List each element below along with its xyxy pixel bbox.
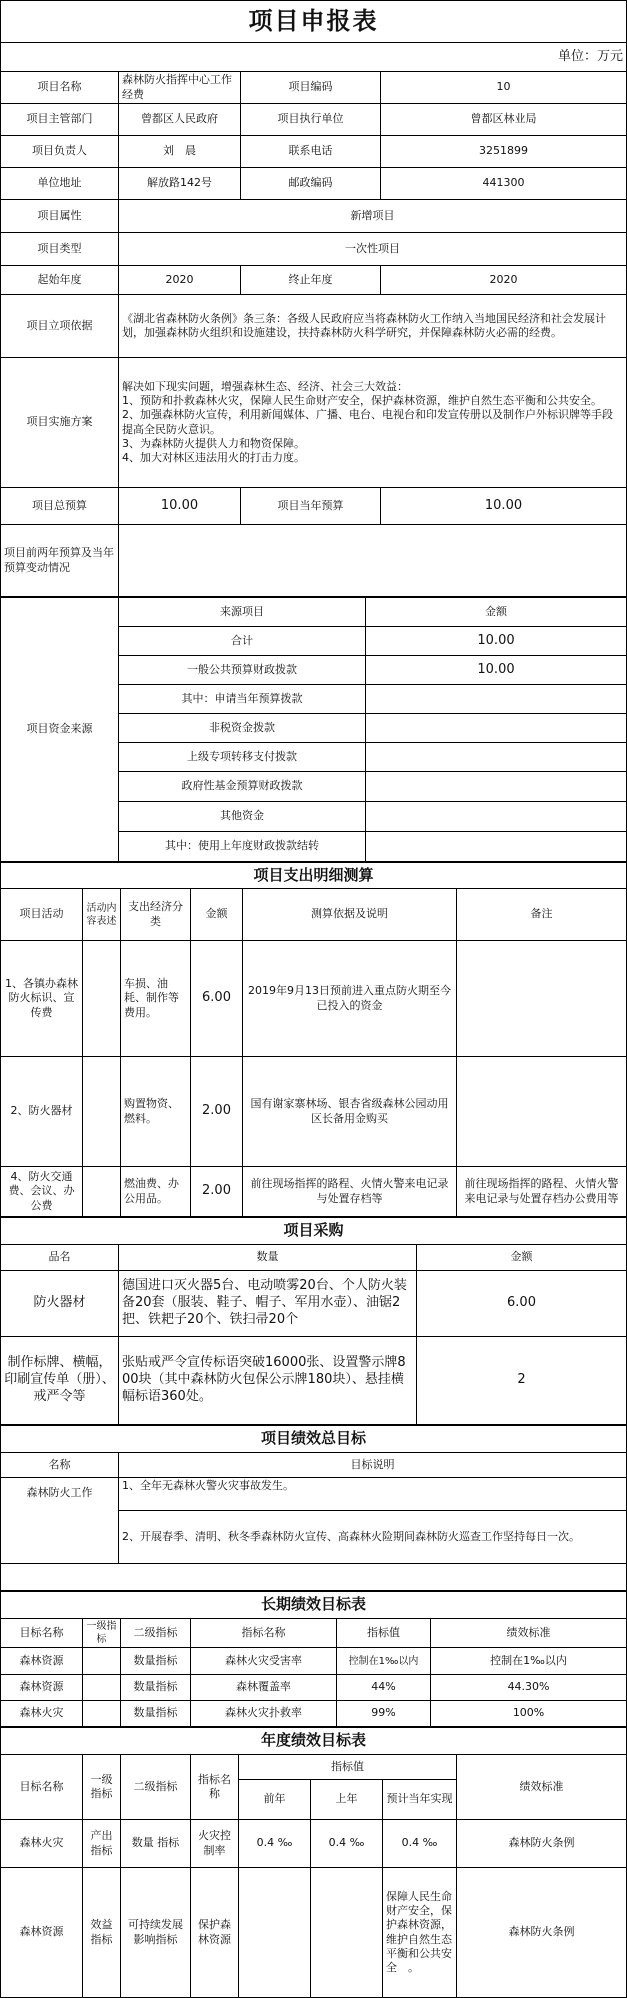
longterm-header: 指标值 (337, 1619, 431, 1648)
longterm-std: 44.30% (431, 1675, 627, 1701)
funding-row-name: 非税资金拨款 (119, 714, 366, 743)
purchase-table (0, 1217, 627, 1425)
funding-row-name: 合计 (119, 627, 366, 656)
annual-header: 绩效标准 (457, 1755, 627, 1820)
zip-value: 441300 (381, 168, 627, 200)
expense-basis: 国有谢家寨林场、银杏省级森林公园动用区长备用金购买 (243, 1057, 457, 1167)
project-name-label: 项目名称 (1, 72, 119, 104)
expense-header: 金额 (191, 889, 243, 941)
expense-note (457, 941, 627, 1057)
goal-item: 2、开展春季、清明、秋冬季森林防火宣传、高森林火险期间森林防火巡查工作坚持每日一次。 (119, 1511, 627, 1564)
annual-cur: 保障人民生命财产安全，保护森林资源，维护自然生态平衡和公共安全 。 (383, 1868, 457, 1998)
funding-row-name: 其他资金 (119, 802, 366, 832)
funding-col-amount: 金额 (366, 598, 627, 627)
annual-goal: 森林火灾 (1, 1820, 83, 1868)
plan-line: 3、为森林防火提供人力和物资保障。 (122, 436, 305, 450)
total-budget-label: 项目总预算 (1, 488, 119, 525)
goal-col-name: 名称 (1, 1453, 119, 1478)
purchase-header: 数量 (119, 1245, 417, 1271)
plan-line: 4、加大对林区违法用火的打击力度。 (122, 451, 305, 465)
goal-blank-row (1, 1564, 627, 1591)
longterm-name: 森林火灾扑救率 (191, 1701, 337, 1727)
annual-prev2 (239, 1868, 311, 1998)
funding-row-amount: 10.00 (366, 656, 627, 685)
project-name-value: 森林防火指挥中心工作经费 (119, 72, 241, 104)
annual-subheader: 预计当年实现 (383, 1780, 457, 1820)
longterm-name: 森林火灾受害率 (191, 1648, 337, 1675)
funding-row-amount (366, 832, 627, 862)
annual-l1: 效益指标 (83, 1868, 121, 1998)
annual-l2: 数量 指标 (121, 1820, 191, 1868)
expense-category: 燃油费、办公用品。 (121, 1167, 191, 1217)
annual-std: 森林防火条例 (457, 1820, 627, 1868)
annual-prev1 (311, 1868, 383, 1998)
funding-row-amount (366, 772, 627, 802)
longterm-l1 (83, 1675, 121, 1701)
annual-header: 二级指标 (121, 1755, 191, 1820)
goal-section-title: 项目绩效总目标 (1, 1426, 627, 1453)
expense-note (457, 1057, 627, 1167)
phone-value: 3251899 (381, 136, 627, 168)
goal-item: 1、全年无森林火警火灾事故发生。 (119, 1478, 627, 1511)
funding-row-name: 其中：申请当年预算拨款 (119, 685, 366, 714)
expense-basis: 2019年9月13日预前进入重点防火期至今已投入的资金 (243, 941, 457, 1057)
longterm-table (0, 1591, 627, 1727)
start-year-label: 起始年度 (1, 266, 119, 295)
goal-name: 森林防火工作 (1, 1478, 119, 1564)
attr-label: 项目属性 (1, 200, 119, 233)
dept-label: 项目主管部门 (1, 104, 119, 136)
annual-subheader: 上年 (311, 1780, 383, 1820)
purchase-header: 品名 (1, 1245, 119, 1271)
annual-name: 火灾控制率 (191, 1820, 239, 1868)
basis-value: 《湖北省森林防火条例》条三条：各级人民政府应当将森林防火工作纳入当地国民经济和社会发展计划，加强森林防火组织和设施建设，扶持森林防火科学研究，并保障森林防火必需的经费。 (119, 295, 627, 358)
plan-line: 解决如下现实问题，增强森林生态、经济、社会三大效益： (122, 379, 408, 393)
expense-header: 支出经济分类 (121, 889, 191, 941)
address-label: 单位地址 (1, 168, 119, 200)
phone-label: 联系电话 (241, 136, 381, 168)
longterm-header: 指标名称 (191, 1619, 337, 1648)
owner-label: 项目负责人 (1, 136, 119, 168)
expense-content (83, 1057, 121, 1167)
purchase-item-qty: 张贴戒严令宣传标语突破16000张、设置警示牌800块（其中森林防火包保公示牌180块）、悬挂横幅标语360处。 (119, 1337, 417, 1425)
funding-row-name: 政府性基金预算财政拨款 (119, 772, 366, 802)
end-year-label: 终止年度 (241, 266, 381, 295)
funding-row-amount (366, 802, 627, 832)
funding-row-amount (366, 714, 627, 743)
longterm-goal: 森林资源 (1, 1675, 83, 1701)
type-label: 项目类型 (1, 233, 119, 266)
zip-label: 邮政编码 (241, 168, 381, 200)
annual-prev2: 0.4 ‰ (239, 1820, 311, 1868)
year-budget-label: 项目当年预算 (241, 488, 381, 525)
longterm-value: 99% (337, 1701, 431, 1727)
purchase-item-qty: 德国进口灭火器5台、电动喷雾20台、个人防火装备20套（服装、鞋子、帽子、军用水壶）、油锯2把、铁耙子20个、铁扫帚20个 (119, 1271, 417, 1337)
expense-amount: 2.00 (191, 1057, 243, 1167)
total-budget-value: 10.00 (119, 488, 241, 525)
expense-header: 测算依据及说明 (243, 889, 457, 941)
project-code-label: 项目编码 (241, 72, 381, 104)
funding-row-name: 其中：使用上年度财政拨款结转 (119, 832, 366, 862)
longterm-std: 100% (431, 1701, 627, 1727)
purchase-item-amount: 2 (417, 1337, 627, 1425)
longterm-l2: 数量指标 (121, 1701, 191, 1727)
annual-l1: 产出指标 (83, 1820, 121, 1868)
annual-subheader: 前年 (239, 1780, 311, 1820)
expense-header: 备注 (457, 889, 627, 941)
funding-row-name: 上级专项转移支付拨款 (119, 743, 366, 772)
expense-amount: 2.00 (191, 1167, 243, 1217)
expense-table (0, 862, 627, 1217)
expense-section-title: 项目支出明细测算 (1, 863, 627, 889)
funding-label: 项目资金来源 (1, 598, 119, 862)
attr-value: 新增项目 (119, 200, 627, 233)
budget-change-label: 项目前两年预算及当年预算变动情况 (1, 525, 119, 597)
unit-label: 单位：万元 (1, 43, 627, 72)
longterm-value: 44% (337, 1675, 431, 1701)
longterm-goal: 森林火灾 (1, 1701, 83, 1727)
budget-change-value (119, 525, 627, 597)
exec-unit-label: 项目执行单位 (241, 104, 381, 136)
longterm-header: 一级指标 (83, 1619, 121, 1648)
longterm-l1 (83, 1648, 121, 1675)
dept-value: 曾都区人民政府 (119, 104, 241, 136)
goal-col-desc: 目标说明 (119, 1453, 627, 1478)
owner-value: 刘 晨 (119, 136, 241, 168)
annual-goal: 森林资源 (1, 1868, 83, 1998)
annual-l2: 可持续发展影响指标 (121, 1868, 191, 1998)
purchase-item-name: 制作标牌、横幅，印刷宣传单（册）、戒严令等 (1, 1337, 119, 1425)
longterm-section-title: 长期绩效目标表 (1, 1592, 627, 1619)
funding-row-name: 一般公共预算财政拨款 (119, 656, 366, 685)
longterm-goal: 森林资源 (1, 1648, 83, 1675)
year-budget-value: 10.00 (381, 488, 627, 525)
annual-section-title: 年度绩效目标表 (1, 1728, 627, 1755)
funding-row-amount: 10.00 (366, 627, 627, 656)
annual-prev1: 0.4 ‰ (311, 1820, 383, 1868)
annual-header: 目标名称 (1, 1755, 83, 1820)
annual-name: 保护森林资源 (191, 1868, 239, 1998)
expense-activity: 1、各镇办森林防火标识、宣传费 (1, 941, 83, 1057)
plan-line: 2、加强森林防火宣传，利用新闻媒体、广播、电台、电视台和印发宣传册以及制作户外标识牌等手段提高全民防火意识。 (122, 408, 613, 436)
expense-category: 购置物资、燃料。 (121, 1057, 191, 1167)
longterm-header: 绩效标准 (431, 1619, 627, 1648)
longterm-l2: 数量指标 (121, 1648, 191, 1675)
expense-activity: 2、防火器材 (1, 1057, 83, 1167)
basic-info-table (0, 0, 627, 597)
expense-content (83, 1167, 121, 1217)
basis-label: 项目立项依据 (1, 295, 119, 358)
exec-unit-value: 曾都区林业局 (381, 104, 627, 136)
type-value: 一次性项目 (119, 233, 627, 266)
address-value: 解放路142号 (119, 168, 241, 200)
purchase-item-name: 防火器材 (1, 1271, 119, 1337)
expense-activity: 4、防火交通费、会议、办公费 (1, 1167, 83, 1217)
expense-header: 活动内容表述 (83, 889, 121, 941)
purchase-section-title: 项目采购 (1, 1218, 627, 1245)
longterm-header: 目标名称 (1, 1619, 83, 1648)
longterm-l1 (83, 1701, 121, 1727)
project-code-value: 10 (381, 72, 627, 104)
purchase-header: 金额 (417, 1245, 627, 1271)
longterm-header: 二级指标 (121, 1619, 191, 1648)
funding-table (0, 597, 627, 862)
expense-note: 前往现场指挥的路程、火情火警来电记录与处置存档办公费用等 (457, 1167, 627, 1217)
longterm-value: 控制在1‰以内 (337, 1648, 431, 1675)
start-year-value: 2020 (119, 266, 241, 295)
plan-line: 1、预防和扑救森林火灾，保障人民生命财产安全，保护森林资源，维护自然生态平衡和公共安全。 (122, 393, 602, 407)
annual-cur: 0.4 ‰ (383, 1820, 457, 1868)
end-year-value: 2020 (381, 266, 627, 295)
funding-col-source: 来源项目 (119, 598, 366, 627)
annual-table (0, 1727, 627, 1998)
annual-header: 指标名称 (191, 1755, 239, 1820)
page-title: 项目申报表 (1, 1, 627, 43)
longterm-name: 森林覆盖率 (191, 1675, 337, 1701)
funding-row-amount (366, 743, 627, 772)
annual-std: 森林防火条例 (457, 1868, 627, 1998)
expense-content (83, 941, 121, 1057)
plan-value (119, 358, 627, 488)
expense-header: 项目活动 (1, 889, 83, 941)
plan-label: 项目实施方案 (1, 358, 119, 488)
annual-header: 一级指标 (83, 1755, 121, 1820)
expense-basis: 前往现场指挥的路程、火情火警来电记录与处置存档等 (243, 1167, 457, 1217)
expense-amount: 6.00 (191, 941, 243, 1057)
annual-header: 指标值 (239, 1755, 457, 1780)
longterm-std: 控制在1‰以内 (431, 1648, 627, 1675)
longterm-l2: 数量指标 (121, 1675, 191, 1701)
expense-category: 车损、油耗、制作等费用。 (121, 941, 191, 1057)
goal-table (0, 1425, 627, 1591)
funding-row-amount (366, 685, 627, 714)
purchase-item-amount: 6.00 (417, 1271, 627, 1337)
